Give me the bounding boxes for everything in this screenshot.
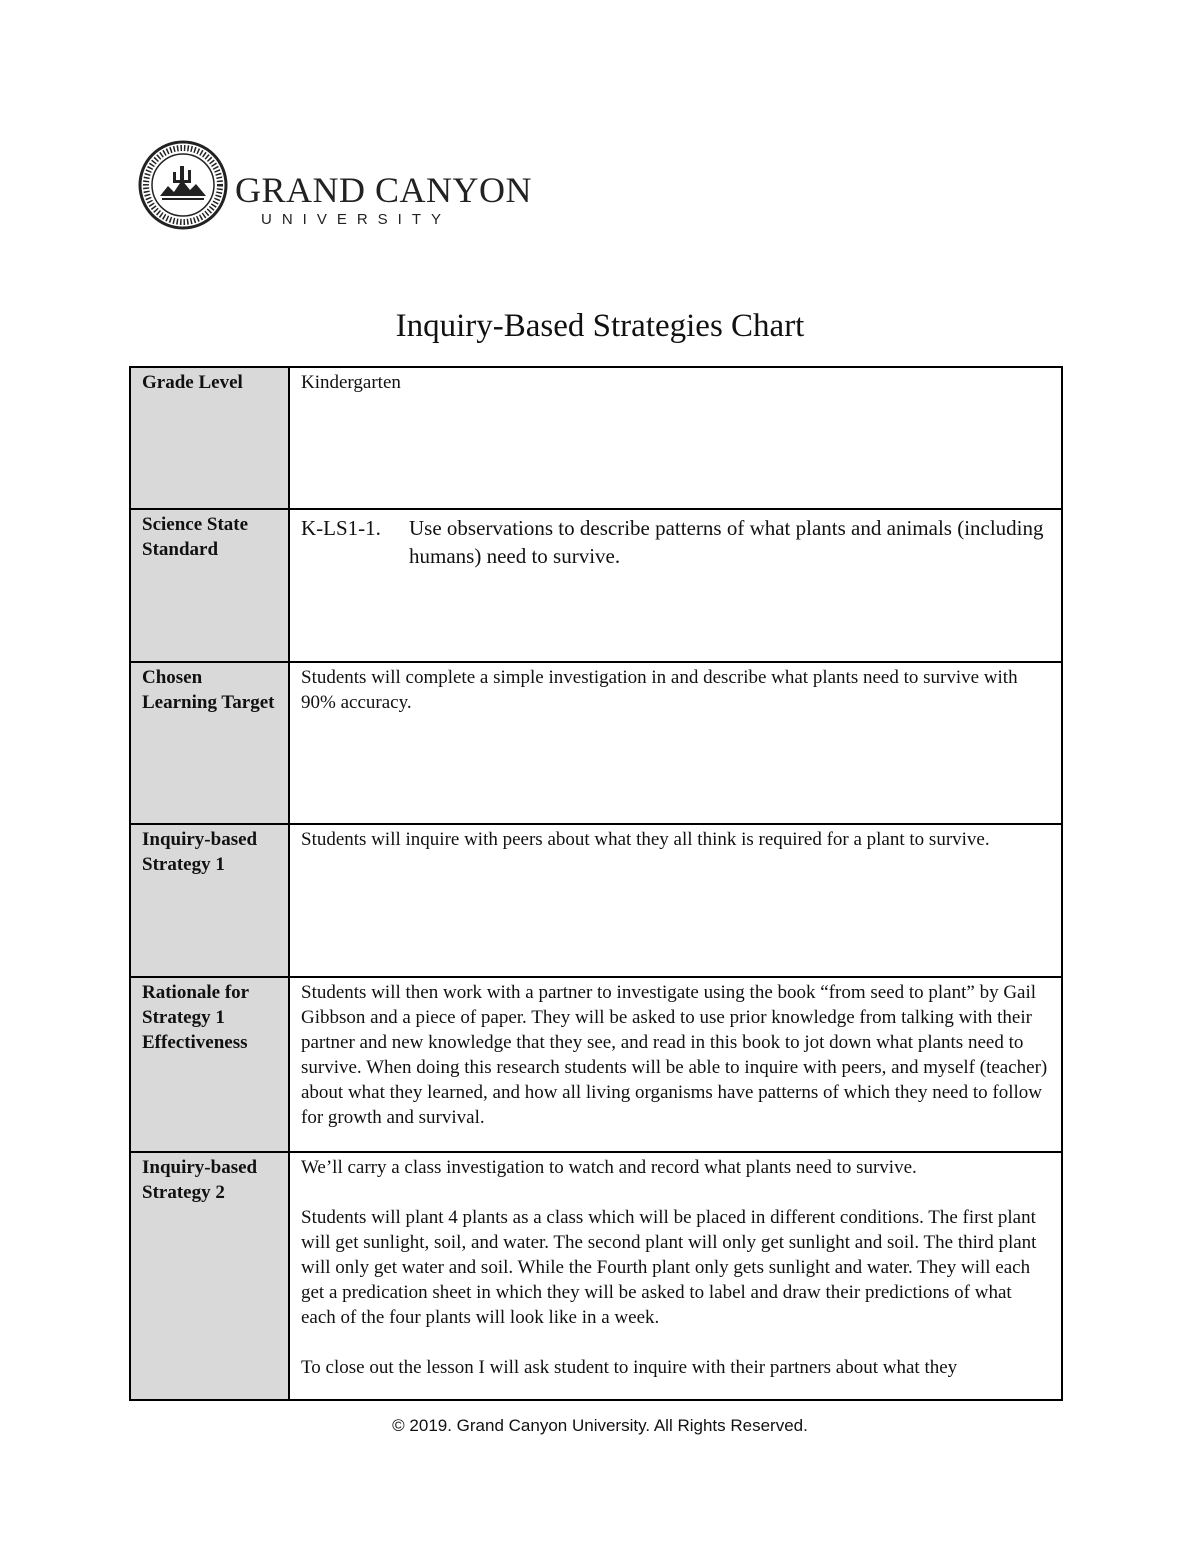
science-standard-value xyxy=(289,509,1062,662)
learning-target-value: Students will complete a simple investigation in and describe what plants need to survive with 90% accuracy. xyxy=(289,662,1062,824)
table-row-grade-level xyxy=(130,367,1062,509)
grade-level-label: Grade Level xyxy=(130,367,289,509)
learning-target-label: Chosen Learning Target xyxy=(130,662,289,824)
rationale-1-value: Students will then work with a partner to investigate using the book “from seed to plant” by Gail Gibbson and a piece of paper. They will be asked to use prior knowledge from talking with their partner and new knowledge that they see, and read in this book to jot down what plants need to survive. When doing this research students will be able to inquire with peers, and myself (teacher) about what they learned, and how all living organisms have patterns of which they need to follow for growth and survival. xyxy=(289,977,1062,1152)
strategy-2-label: Inquiry-based Strategy 2 xyxy=(130,1152,289,1400)
science-standard-label: Science State Standard xyxy=(130,509,289,662)
table-row-science-standard xyxy=(130,509,1062,662)
strategy-2-paragraph-2: Students will plant 4 plants as a class which will be placed in different conditions. The first plant will get sunlight, soil, and water. The second plant will only get sunlight and soil. The third plant will only get water and soil. While the Fourth plant only gets sunlight and water. They will each get a predication sheet in which they will be asked to label and draw their predictions of what each of the four plants will look like in a week. xyxy=(301,1207,1037,1328)
strategy-1-label: Inquiry-based Strategy 1 xyxy=(130,824,289,977)
grade-level-value: Kindergarten xyxy=(289,367,1062,509)
university-seal-icon xyxy=(138,140,228,230)
strategy-1-value: Students will inquire with peers about what they all think is required for a plant to survive. xyxy=(289,824,1062,977)
rationale-1-label: Rationale for Strategy 1 Effectiveness xyxy=(130,977,289,1152)
document-title: Inquiry-Based Strategies Chart xyxy=(395,308,805,344)
table-row-strategy-1 xyxy=(130,824,1062,977)
strategy-2-value xyxy=(289,1152,1062,1400)
strategy-2-paragraph-1: We’ll carry a class investigation to watch and record what plants need to survive. xyxy=(301,1157,917,1178)
table-row-strategy-2 xyxy=(130,1152,1062,1400)
table-row-learning-target xyxy=(130,662,1062,824)
university-logo xyxy=(138,140,538,232)
table-row-rationale-1 xyxy=(130,977,1062,1152)
standard-code: K-LS1-1. xyxy=(301,516,381,540)
brand-name: GRAND CANYON xyxy=(235,170,533,210)
strategy-2-paragraph-3: To close out the lesson I will ask student to inquire with their partners about what they xyxy=(301,1357,958,1378)
brand-wordmark xyxy=(235,172,532,228)
standard-description: Use observations to describe patterns of what plants and animals (including humans) need to survive. xyxy=(409,516,1044,568)
copyright-footer: © 2019. Grand Canyon University. All Rights Reserved. xyxy=(392,1416,808,1435)
strategies-table xyxy=(129,366,1063,1401)
brand-subtitle: UNIVERSITY xyxy=(261,211,452,228)
